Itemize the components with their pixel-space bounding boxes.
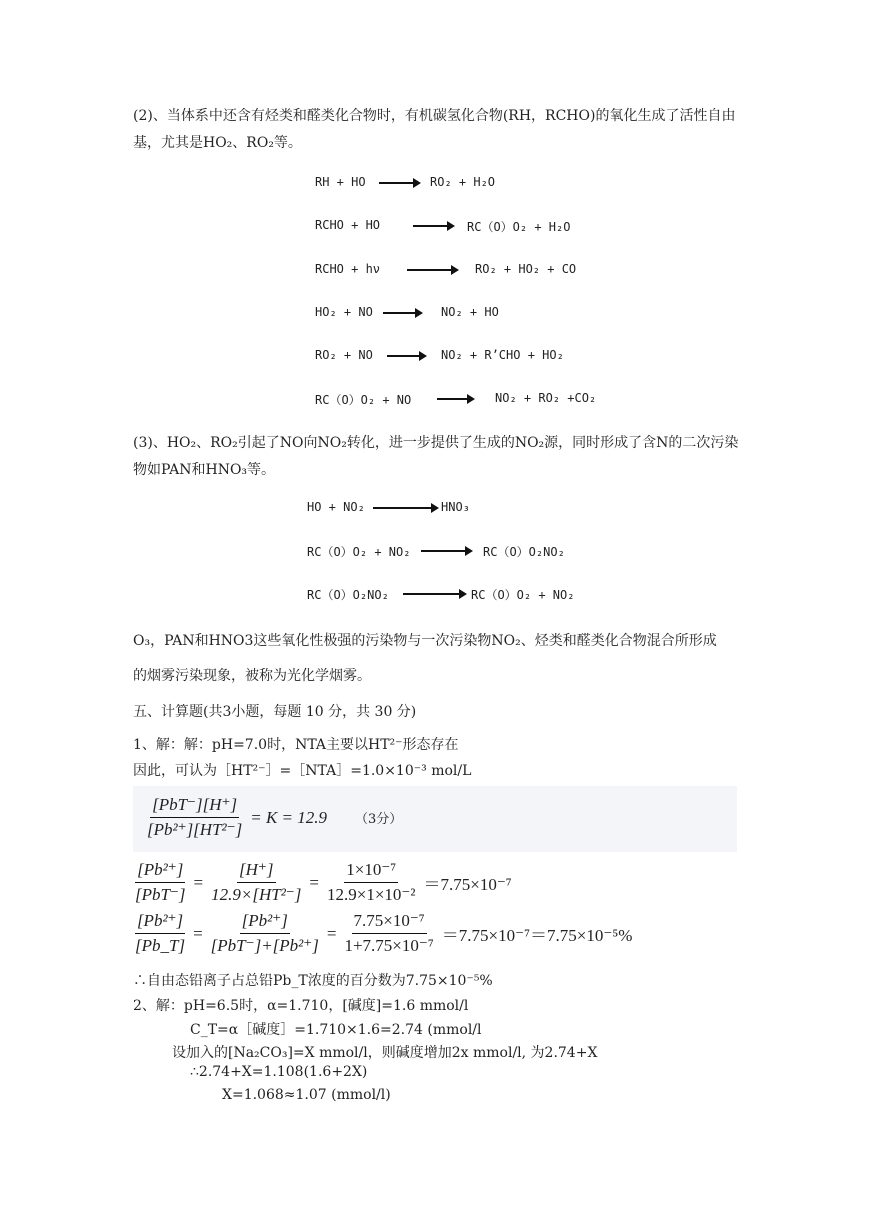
equation-1-numerator: [PbT⁻][H⁺]: [150, 795, 239, 818]
reaction-8-lhs: RC（O）O₂ + NO₂: [307, 545, 411, 559]
equation-2: [133, 860, 512, 905]
equals-sign: =: [193, 872, 204, 892]
reaction-5-rhs: NO₂ + R’CHO + HO₂: [441, 348, 564, 362]
q2-line-1: 2、解：pH=6.5时，α=1.710，[碱度]=1.6 mmol/l: [133, 998, 469, 1014]
q2-line-2: C_T=α［碱度］=1.710×1.6=2.74 (mmol/l: [190, 1022, 482, 1038]
arrow-icon: [413, 225, 453, 227]
reaction-3-rhs: RO₂ + HO₂ + CO: [475, 262, 577, 276]
summary-line-1: O₃，PAN和HNO3这些氧化性极强的污染物与一次污染物NO₂、烃类和醛类化合物混合所形成: [133, 633, 717, 649]
eq2-result: ＝7.75×10⁻⁷: [423, 875, 512, 894]
eq2-fraction-1: [133, 860, 188, 905]
equation-1-rhs: = K = 12.9: [250, 807, 328, 827]
eq2-f2-numerator: [H⁺]: [237, 860, 275, 883]
equals-sign: =: [309, 872, 319, 892]
equation-1-score: （3分）: [355, 812, 403, 827]
equation-3: [133, 911, 632, 956]
eq2-fraction-2: [209, 860, 303, 905]
equation-1: [145, 795, 402, 840]
section-3-paragraph: (3)、HO₂、RO₂引起了NO向NO₂转化，进一步提供了生成的NO₂源，同时形成了含N的二次污染物如PAN和HNO₃等。: [133, 435, 739, 478]
section-2-paragraph: (2)、当体系中还含有烃类和醛类化合物时，有机碳氢化合物(RH，RCHO)的氧化生成了活性自由基，尤其是HO₂、RO₂等。: [133, 108, 736, 151]
reaction-2-rhs: RC（O）O₂ + H₂O: [467, 220, 571, 234]
reaction-4-lhs: HO₂ + NO: [315, 305, 373, 319]
q1-conclusion: ∴自由态铅离子占总铅Pb_T浓度的百分数为7.75×10⁻⁵%: [133, 973, 493, 989]
reaction-6-rhs: NO₂ + RO₂ +CO₂: [495, 391, 597, 405]
section-5-heading: 五、计算题(共3小题，每题 10 分，共 30 分): [133, 704, 417, 720]
q2-line-4: ∴2.74+X=1.108(1.6+2X): [190, 1064, 368, 1080]
summary-line-2: 的烟雾污染现象，被称为光化学烟雾。: [133, 668, 371, 684]
q2-line-5: X=1.068≈1.07 (mmol/l): [222, 1087, 391, 1103]
reaction-2-lhs: RCHO + HO: [315, 218, 381, 232]
eq2-f1-denominator: [PbT⁻]: [135, 885, 186, 904]
eq3-f3-numerator: 7.75×10⁻⁷: [352, 911, 427, 934]
equation-1-denominator: [Pb²⁺][HT²⁻]: [147, 820, 243, 839]
equals-sign: =: [193, 923, 203, 943]
eq3-f1-denominator: [Pb_T]: [135, 936, 186, 955]
reaction-9-lhs: RC（O）O₂NO₂: [307, 588, 389, 602]
reaction-9-rhs: RC（O）O₂ + NO₂: [471, 588, 575, 602]
eq3-fraction-1: [133, 911, 187, 956]
reaction-6-lhs: RC（O）O₂ + NO: [315, 393, 412, 407]
reaction-4-rhs: NO₂ + HO: [441, 305, 499, 319]
arrow-icon: [403, 593, 465, 595]
reaction-1-rhs: RO₂ + H₂O: [430, 175, 496, 189]
arrow-icon: [407, 269, 457, 271]
reaction-7-rhs: HNO₃: [441, 500, 470, 514]
reaction-5-lhs: RO₂ + NO: [315, 348, 373, 362]
reaction-1-lhs: RH + HO: [315, 175, 366, 189]
eq2-f1-numerator: [Pb²⁺]: [135, 860, 185, 883]
arrow-icon: [373, 507, 437, 509]
eq2-f3-numerator: 1×10⁻⁷: [344, 860, 398, 883]
reaction-3-lhs: RCHO + hν: [315, 262, 381, 276]
arrow-icon: [387, 355, 425, 357]
eq3-result: ＝7.75×10⁻⁷＝7.75×10⁻⁵%: [441, 926, 633, 945]
eq3-fraction-3: [342, 911, 435, 956]
q2-line-3: 设加入的[Na₂CO₃]=X mmol/l，则碱度增加2x mmol/l, 为2.74+X: [172, 1045, 598, 1061]
q1-line-1: 1、解：解：pH=7.0时，NTA主要以HT²⁻形态存在: [133, 737, 459, 753]
reaction-7-lhs: HO + NO₂: [307, 500, 365, 514]
eq2-fraction-3: [325, 860, 418, 905]
reaction-8-rhs: RC（O）O₂NO₂: [483, 545, 565, 559]
arrow-icon: [383, 312, 421, 314]
eq3-fraction-2: [209, 911, 321, 956]
eq2-f3-denominator: 12.9×1×10⁻²: [327, 885, 416, 904]
eq3-f2-denominator: [PbT⁻]+[Pb²⁺]: [210, 936, 319, 955]
q1-line-2: 因此，可认为［HT²⁻］=［NTA］=1.0×10⁻³ mol/L: [133, 763, 472, 779]
equation-1-fraction: [145, 795, 244, 840]
arrow-icon: [421, 550, 471, 552]
eq2-f2-denominator: 12.9×[HT²⁻]: [211, 885, 302, 904]
eq3-f3-denominator: 1+7.75×10⁻⁷: [344, 936, 434, 955]
arrow-icon: [379, 182, 419, 184]
equals-sign: =: [326, 923, 337, 943]
eq3-f1-numerator: [Pb²⁺]: [135, 911, 185, 934]
arrow-icon: [437, 398, 473, 400]
eq3-f2-numerator: [Pb²⁺]: [240, 911, 290, 934]
